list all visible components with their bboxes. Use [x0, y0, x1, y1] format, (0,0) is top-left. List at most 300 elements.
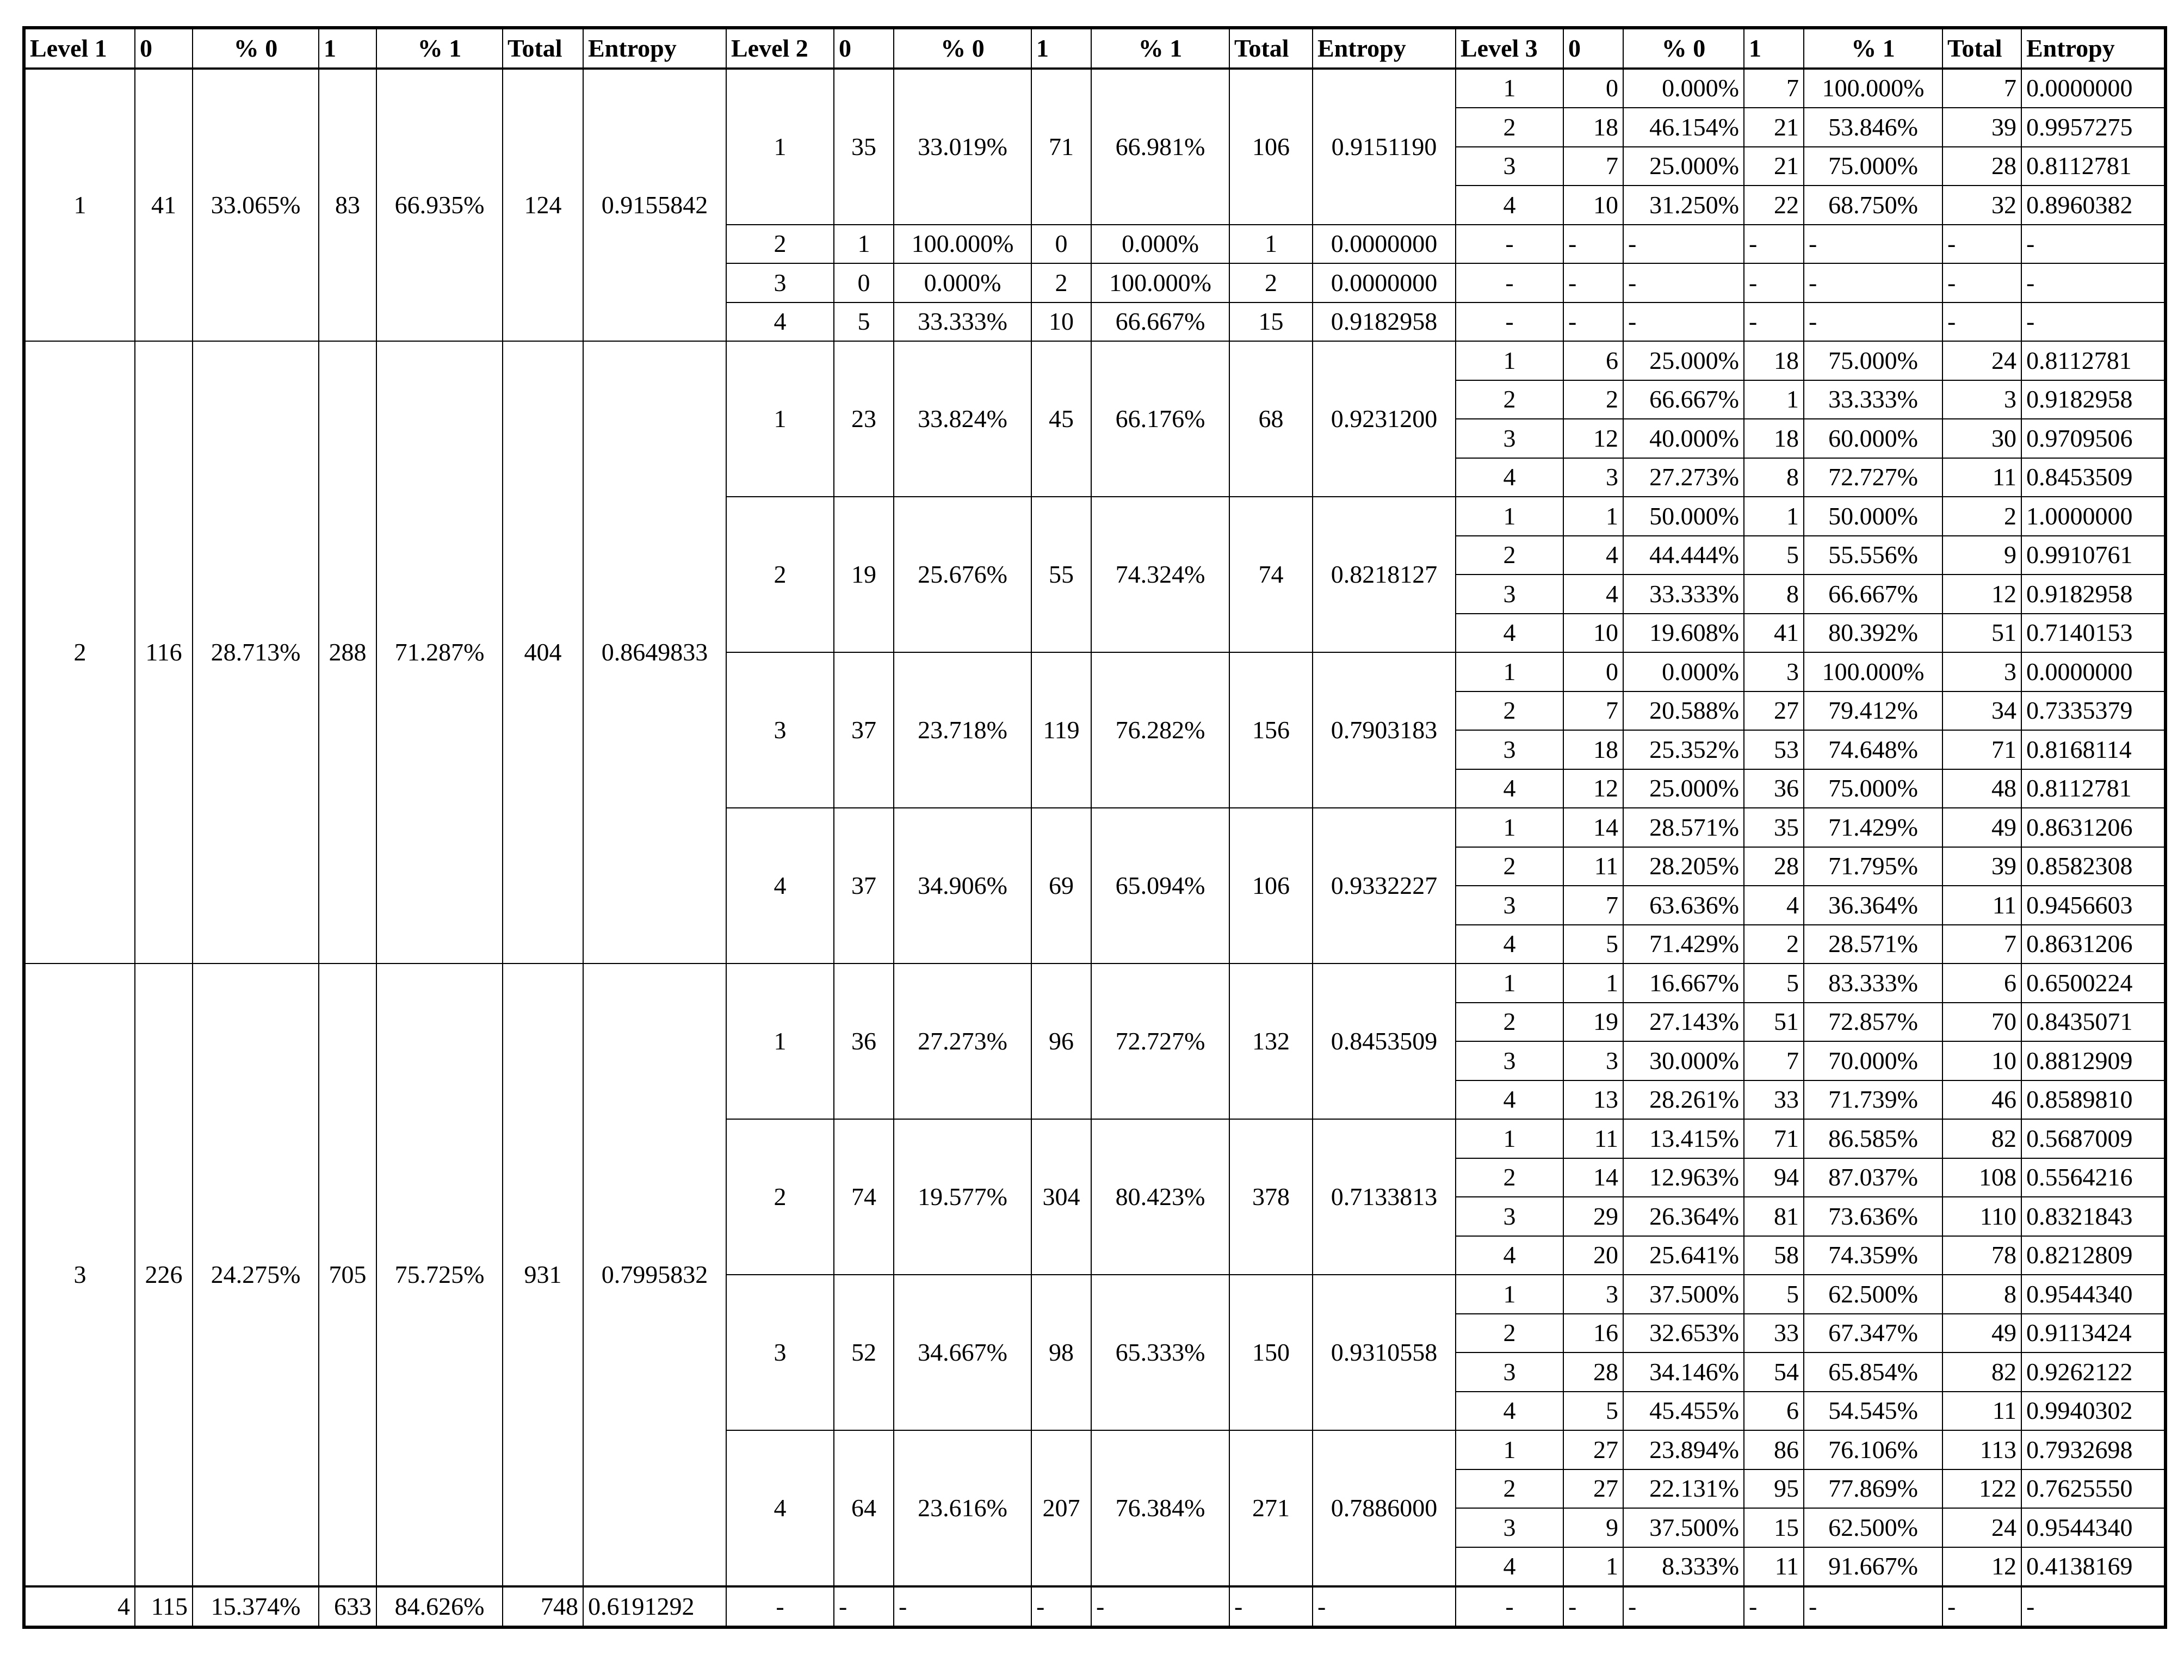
level3-total: 12 — [1942, 575, 2021, 614]
level3-total: 82 — [1942, 1119, 2021, 1158]
level2-entropy: 0.0000000 — [1313, 263, 1456, 302]
header-total: Total — [1229, 28, 1313, 69]
level3-total: 82 — [1942, 1352, 2021, 1392]
level2-count-0: 1 — [834, 225, 894, 264]
level3-count-0: 3 — [1563, 1275, 1623, 1314]
level3-pct-0: 12.963% — [1623, 1158, 1744, 1197]
level3-pct-1: 80.392% — [1804, 614, 1942, 653]
level2-entropy: 0.9310558 — [1313, 1275, 1456, 1430]
level3-count-1: 7 — [1744, 69, 1804, 108]
level3-entropy: 1.0000000 — [2021, 497, 2166, 536]
level3-pct-0: 63.636% — [1623, 886, 1744, 925]
level3-pct-1: 60.000% — [1804, 419, 1942, 458]
header-count-0: 0 — [834, 28, 894, 69]
level2-total: 15 — [1229, 302, 1313, 342]
level3-count-0: 14 — [1563, 1158, 1623, 1197]
level2-count-1: 71 — [1031, 69, 1091, 225]
level3-pct-0: 50.000% — [1623, 497, 1744, 536]
level1-pct-1: 84.626% — [376, 1586, 503, 1627]
level3-count-0: 7 — [1563, 886, 1623, 925]
level1-level: 3 — [24, 963, 135, 1586]
level3-pct-1: 74.359% — [1804, 1236, 1942, 1275]
level3-pct-0: 20.588% — [1623, 691, 1744, 731]
level2-pct-1: 100.000% — [1091, 263, 1229, 302]
header-entropy: Entropy — [2021, 28, 2166, 69]
level3-pct-1: 100.000% — [1804, 652, 1942, 691]
level3-count-1: 36 — [1744, 769, 1804, 808]
level3-total: 30 — [1942, 419, 2021, 458]
level3-count-1: 53 — [1744, 730, 1804, 769]
level3-entropy: 0.8453509 — [2021, 458, 2166, 497]
header-count-0: 0 — [135, 28, 193, 69]
level2-pct-1: 66.176% — [1091, 341, 1229, 497]
header-count-1: 1 — [1031, 28, 1091, 69]
level3-count-1: 71 — [1744, 1119, 1804, 1158]
level3-level: 2 — [1456, 1314, 1563, 1353]
level3-count-1: 11 — [1744, 1547, 1804, 1587]
level3-level: 2 — [1456, 380, 1563, 419]
level3-total: 24 — [1942, 341, 2021, 380]
level3-level: 3 — [1456, 147, 1563, 186]
level3-pct-0: 28.261% — [1623, 1080, 1744, 1120]
level3-total: 8 — [1942, 1275, 2021, 1314]
level3-pct-0: 25.641% — [1623, 1236, 1744, 1275]
level1-pct-0: 15.374% — [193, 1586, 319, 1627]
level3-pct-1: 33.333% — [1804, 380, 1942, 419]
level2-total: 378 — [1229, 1119, 1313, 1275]
level3-entropy: 0.8112781 — [2021, 769, 2166, 808]
level3-pct-1: 62.500% — [1804, 1275, 1942, 1314]
level3-entropy: 0.9544340 — [2021, 1508, 2166, 1547]
level3-level: - — [1456, 302, 1563, 342]
level3-count-1: 81 — [1744, 1197, 1804, 1236]
level2-pct-0: - — [894, 1586, 1031, 1627]
level1-level: 2 — [24, 341, 135, 963]
level3-count-0: 12 — [1563, 769, 1623, 808]
level1-pct-1: 71.287% — [376, 341, 503, 963]
level3-count-1: 1 — [1744, 380, 1804, 419]
header-level-1: Level 1 — [24, 28, 135, 69]
level3-level: 2 — [1456, 847, 1563, 886]
level3-pct-1: 79.412% — [1804, 691, 1942, 731]
level3-pct-1: 72.727% — [1804, 458, 1942, 497]
level2-pct-0: 33.333% — [894, 302, 1031, 342]
level2-level: 4 — [726, 1430, 834, 1586]
level2-pct-1: 74.324% — [1091, 497, 1229, 652]
level3-total: 11 — [1942, 458, 2021, 497]
level3-pct-1: 68.750% — [1804, 186, 1942, 225]
level3-entropy: - — [2021, 263, 2166, 302]
level2-level: 3 — [726, 652, 834, 808]
level3-total: 10 — [1942, 1041, 2021, 1080]
level3-count-0: 9 — [1563, 1508, 1623, 1547]
level3-count-0: 7 — [1563, 691, 1623, 731]
level3-pct-1: 67.347% — [1804, 1314, 1942, 1353]
level2-pct-0: 33.824% — [894, 341, 1031, 497]
level2-level: 3 — [726, 1275, 834, 1430]
level3-entropy: - — [2021, 1586, 2166, 1627]
level3-level: 4 — [1456, 186, 1563, 225]
level3-count-1: 8 — [1744, 458, 1804, 497]
level3-pct-0: 13.415% — [1623, 1119, 1744, 1158]
level3-total: 32 — [1942, 186, 2021, 225]
level3-pct-1: 66.667% — [1804, 575, 1942, 614]
header-pct-1: % 1 — [1091, 28, 1229, 69]
level3-count-0: 18 — [1563, 730, 1623, 769]
level1-entropy: 0.6191292 — [583, 1586, 726, 1627]
level3-count-1: 21 — [1744, 147, 1804, 186]
level3-total: 48 — [1942, 769, 2021, 808]
level3-count-1: 15 — [1744, 1508, 1804, 1547]
level3-entropy: 0.8631206 — [2021, 808, 2166, 847]
level3-level: 2 — [1456, 108, 1563, 147]
level2-pct-1: 72.727% — [1091, 963, 1229, 1119]
level3-pct-0: 71.429% — [1623, 925, 1744, 964]
level3-count-0: - — [1563, 1586, 1623, 1627]
level2-count-0: - — [834, 1586, 894, 1627]
level3-level: 4 — [1456, 1392, 1563, 1431]
level3-pct-0: 27.143% — [1623, 1003, 1744, 1042]
level3-entropy: 0.7932698 — [2021, 1430, 2166, 1469]
level1-count-0: 115 — [135, 1586, 193, 1627]
level3-level: 1 — [1456, 808, 1563, 847]
level3-pct-0: 40.000% — [1623, 419, 1744, 458]
level3-total: 24 — [1942, 1508, 2021, 1547]
level2-total: 68 — [1229, 341, 1313, 497]
level2-pct-1: 66.981% — [1091, 69, 1229, 225]
level3-count-1: - — [1744, 1586, 1804, 1627]
level3-pct-1: 71.795% — [1804, 847, 1942, 886]
level3-count-1: 18 — [1744, 341, 1804, 380]
level3-count-1: 95 — [1744, 1469, 1804, 1509]
level3-count-0: 5 — [1563, 1392, 1623, 1431]
level3-count-0: - — [1563, 302, 1623, 342]
level3-pct-0: 46.154% — [1623, 108, 1744, 147]
level3-pct-0: 28.205% — [1623, 847, 1744, 886]
level3-count-1: 58 — [1744, 1236, 1804, 1275]
level3-entropy: 0.8960382 — [2021, 186, 2166, 225]
level3-pct-1: 74.648% — [1804, 730, 1942, 769]
level3-total: 71 — [1942, 730, 2021, 769]
level3-count-0: 20 — [1563, 1236, 1623, 1275]
level2-count-1: 96 — [1031, 963, 1091, 1119]
level3-total: 3 — [1942, 380, 2021, 419]
level3-count-0: 0 — [1563, 652, 1623, 691]
level3-pct-1: 53.846% — [1804, 108, 1942, 147]
level3-entropy: 0.5687009 — [2021, 1119, 2166, 1158]
level2-pct-1: 65.333% — [1091, 1275, 1229, 1430]
level3-count-1: 51 — [1744, 1003, 1804, 1042]
level3-entropy: 0.9544340 — [2021, 1275, 2166, 1314]
level2-count-0: 23 — [834, 341, 894, 497]
level3-entropy: - — [2021, 225, 2166, 264]
level2-total: 106 — [1229, 808, 1313, 963]
level1-pct-0: 28.713% — [193, 341, 319, 963]
level3-pct-0: 37.500% — [1623, 1275, 1744, 1314]
level2-count-1: 69 — [1031, 808, 1091, 963]
level1-total: 124 — [503, 69, 583, 342]
level3-entropy: - — [2021, 302, 2166, 342]
level2-count-0: 0 — [834, 263, 894, 302]
level3-level: 1 — [1456, 1430, 1563, 1469]
level3-count-0: 1 — [1563, 963, 1623, 1003]
level3-level: 2 — [1456, 691, 1563, 731]
level2-pct-1: - — [1091, 1586, 1229, 1627]
level3-pct-0: - — [1623, 263, 1744, 302]
level3-pct-1: 87.037% — [1804, 1158, 1942, 1197]
level3-count-1: 54 — [1744, 1352, 1804, 1392]
level1-count-1: 705 — [319, 963, 376, 1586]
level3-count-0: 1 — [1563, 1547, 1623, 1587]
level3-level: 2 — [1456, 1003, 1563, 1042]
table-body — [24, 69, 2166, 1627]
entropy-table — [22, 26, 2167, 1629]
level3-count-0: - — [1563, 263, 1623, 302]
level3-count-1: 33 — [1744, 1080, 1804, 1120]
level3-total: 39 — [1942, 108, 2021, 147]
level3-pct-1: 70.000% — [1804, 1041, 1942, 1080]
level3-count-1: 6 — [1744, 1392, 1804, 1431]
level2-count-1: 0 — [1031, 225, 1091, 264]
level3-pct-1: 91.667% — [1804, 1547, 1942, 1587]
level3-count-0: 11 — [1563, 1119, 1623, 1158]
header-level-3: Level 3 — [1456, 28, 1563, 69]
header-total: Total — [503, 28, 583, 69]
level2-total: 150 — [1229, 1275, 1313, 1430]
level3-count-1: 94 — [1744, 1158, 1804, 1197]
level3-count-0: 10 — [1563, 186, 1623, 225]
level3-pct-1: 76.106% — [1804, 1430, 1942, 1469]
level2-entropy: 0.0000000 — [1313, 225, 1456, 264]
level3-count-1: 28 — [1744, 847, 1804, 886]
level2-count-1: 304 — [1031, 1119, 1091, 1275]
level2-pct-1: 66.667% — [1091, 302, 1229, 342]
level1-count-0: 116 — [135, 341, 193, 963]
level2-level: 3 — [726, 263, 834, 302]
level3-pct-0: 0.000% — [1623, 69, 1744, 108]
level3-entropy: 0.7335379 — [2021, 691, 2166, 731]
level3-count-1: 21 — [1744, 108, 1804, 147]
level3-pct-0: 27.273% — [1623, 458, 1744, 497]
level1-total: 404 — [503, 341, 583, 963]
level3-count-0: 10 — [1563, 614, 1623, 653]
level3-total: 78 — [1942, 1236, 2021, 1275]
level2-count-1: 119 — [1031, 652, 1091, 808]
level3-total: - — [1942, 1586, 2021, 1627]
level2-pct-1: 76.384% — [1091, 1430, 1229, 1586]
level3-total: 122 — [1942, 1469, 2021, 1509]
level2-level: 2 — [726, 497, 834, 652]
level2-pct-1: 76.282% — [1091, 652, 1229, 808]
level3-pct-1: - — [1804, 302, 1942, 342]
level2-count-1: 207 — [1031, 1430, 1091, 1586]
level3-total: 2 — [1942, 497, 2021, 536]
header-row — [24, 28, 2166, 69]
header-level-2: Level 2 — [726, 28, 834, 69]
level3-level: 4 — [1456, 458, 1563, 497]
level3-entropy: 0.9113424 — [2021, 1314, 2166, 1353]
level1-level: 4 — [24, 1586, 135, 1627]
level3-entropy: 0.7625550 — [2021, 1469, 2166, 1509]
level2-pct-0: 27.273% — [894, 963, 1031, 1119]
level3-count-1: 27 — [1744, 691, 1804, 731]
level3-pct-0: 37.500% — [1623, 1508, 1744, 1547]
level3-count-1: 22 — [1744, 186, 1804, 225]
level2-entropy: 0.9332227 — [1313, 808, 1456, 963]
level3-total: - — [1942, 263, 2021, 302]
header-pct-1: % 1 — [1804, 28, 1942, 69]
level3-pct-0: 26.364% — [1623, 1197, 1744, 1236]
level3-pct-0: 0.000% — [1623, 652, 1744, 691]
level3-level: 3 — [1456, 1508, 1563, 1547]
level3-total: 28 — [1942, 147, 2021, 186]
level3-pct-1: 83.333% — [1804, 963, 1942, 1003]
level3-pct-0: 45.455% — [1623, 1392, 1744, 1431]
level3-level: 1 — [1456, 497, 1563, 536]
level3-count-1: - — [1744, 225, 1804, 264]
level1-total: 748 — [503, 1586, 583, 1627]
level2-count-0: 36 — [834, 963, 894, 1119]
level2-total: 271 — [1229, 1430, 1313, 1586]
level3-entropy: 0.8168114 — [2021, 730, 2166, 769]
level3-pct-0: 30.000% — [1623, 1041, 1744, 1080]
level3-entropy: 0.8212809 — [2021, 1236, 2166, 1275]
level2-total: 132 — [1229, 963, 1313, 1119]
level3-pct-1: 75.000% — [1804, 769, 1942, 808]
level2-pct-0: 100.000% — [894, 225, 1031, 264]
level3-count-0: 11 — [1563, 847, 1623, 886]
level3-level: 2 — [1456, 1469, 1563, 1509]
level3-count-1: 1 — [1744, 497, 1804, 536]
level3-count-1: 7 — [1744, 1041, 1804, 1080]
level1-pct-0: 33.065% — [193, 69, 319, 342]
level3-entropy: 0.4138169 — [2021, 1547, 2166, 1587]
level3-level: 4 — [1456, 925, 1563, 964]
level3-total: 113 — [1942, 1430, 2021, 1469]
level3-entropy: 0.8321843 — [2021, 1197, 2166, 1236]
level3-entropy: 0.6500224 — [2021, 963, 2166, 1003]
level3-count-1: 3 — [1744, 652, 1804, 691]
table-row-level1-4 — [24, 1586, 2166, 1627]
level1-pct-1: 75.725% — [376, 963, 503, 1586]
level3-count-1: 18 — [1744, 419, 1804, 458]
level2-count-0: 37 — [834, 652, 894, 808]
level2-level: 1 — [726, 963, 834, 1119]
level3-pct-1: 71.429% — [1804, 808, 1942, 847]
level3-entropy: 0.9262122 — [2021, 1352, 2166, 1392]
level3-pct-1: 72.857% — [1804, 1003, 1942, 1042]
level3-count-0: 13 — [1563, 1080, 1623, 1120]
level2-entropy: 0.8218127 — [1313, 497, 1456, 652]
level3-total: 49 — [1942, 1314, 2021, 1353]
level3-count-1: 5 — [1744, 963, 1804, 1003]
header-pct-0: % 0 — [193, 28, 319, 69]
level3-total: 34 — [1942, 691, 2021, 731]
level2-entropy: 0.7903183 — [1313, 652, 1456, 808]
level3-entropy: 0.9940302 — [2021, 1392, 2166, 1431]
level2-level: 1 — [726, 341, 834, 497]
level3-entropy: 0.8812909 — [2021, 1041, 2166, 1080]
level3-entropy: 0.9182958 — [2021, 575, 2166, 614]
level3-pct-1: 77.869% — [1804, 1469, 1942, 1509]
level3-pct-0: 25.000% — [1623, 769, 1744, 808]
level3-entropy: 0.9456603 — [2021, 886, 2166, 925]
level3-level: 4 — [1456, 1080, 1563, 1120]
level3-pct-0: - — [1623, 302, 1744, 342]
level3-pct-0: 25.000% — [1623, 341, 1744, 380]
level3-count-0: 14 — [1563, 808, 1623, 847]
level3-entropy: 0.8589810 — [2021, 1080, 2166, 1120]
level3-pct-1: - — [1804, 263, 1942, 302]
level3-total: 46 — [1942, 1080, 2021, 1120]
level3-pct-0: 8.333% — [1623, 1547, 1744, 1587]
level3-pct-0: 19.608% — [1623, 614, 1744, 653]
level2-count-0: 74 — [834, 1119, 894, 1275]
level2-count-1: 98 — [1031, 1275, 1091, 1430]
level3-pct-0: - — [1623, 225, 1744, 264]
level2-pct-1: 65.094% — [1091, 808, 1229, 963]
level2-entropy: 0.8453509 — [1313, 963, 1456, 1119]
level3-pct-0: 25.352% — [1623, 730, 1744, 769]
level2-pct-0: 23.616% — [894, 1430, 1031, 1586]
level2-entropy: 0.9151190 — [1313, 69, 1456, 225]
level2-entropy: - — [1313, 1586, 1456, 1627]
level2-total: 1 — [1229, 225, 1313, 264]
level2-level: - — [726, 1586, 834, 1627]
level2-pct-0: 0.000% — [894, 263, 1031, 302]
level2-pct-1: 80.423% — [1091, 1119, 1229, 1275]
level3-count-1: 33 — [1744, 1314, 1804, 1353]
level2-total: 2 — [1229, 263, 1313, 302]
level2-level: 2 — [726, 225, 834, 264]
level3-total: - — [1942, 302, 2021, 342]
level3-total: 39 — [1942, 847, 2021, 886]
level3-count-1: 86 — [1744, 1430, 1804, 1469]
level3-level: 4 — [1456, 1236, 1563, 1275]
level3-total: 110 — [1942, 1197, 2021, 1236]
level3-count-1: 5 — [1744, 536, 1804, 575]
level2-count-1: 45 — [1031, 341, 1091, 497]
level3-total: 108 — [1942, 1158, 2021, 1197]
level3-entropy: 0.8582308 — [2021, 847, 2166, 886]
level3-total: 9 — [1942, 536, 2021, 575]
level3-pct-1: - — [1804, 1586, 1942, 1627]
level3-pct-1: - — [1804, 225, 1942, 264]
level3-pct-1: 71.739% — [1804, 1080, 1942, 1120]
level3-level: 3 — [1456, 1197, 1563, 1236]
table-row — [24, 341, 2166, 380]
level2-level: 2 — [726, 1119, 834, 1275]
level3-count-0: 5 — [1563, 925, 1623, 964]
level3-level: 4 — [1456, 614, 1563, 653]
level3-count-0: 4 — [1563, 536, 1623, 575]
level2-count-1: - — [1031, 1586, 1091, 1627]
level3-entropy: 0.9182958 — [2021, 380, 2166, 419]
level2-entropy: 0.7133813 — [1313, 1119, 1456, 1275]
level3-total: 11 — [1942, 1392, 2021, 1431]
level3-total: 49 — [1942, 808, 2021, 847]
level2-count-0: 64 — [834, 1430, 894, 1586]
level3-count-1: 2 — [1744, 925, 1804, 964]
level2-level: 1 — [726, 69, 834, 225]
level3-pct-0: 25.000% — [1623, 147, 1744, 186]
table-row — [24, 69, 2166, 108]
level3-level: 1 — [1456, 341, 1563, 380]
header-pct-1: % 1 — [376, 28, 503, 69]
level3-level: - — [1456, 1586, 1563, 1627]
level3-count-0: 1 — [1563, 497, 1623, 536]
level3-pct-1: 86.585% — [1804, 1119, 1942, 1158]
